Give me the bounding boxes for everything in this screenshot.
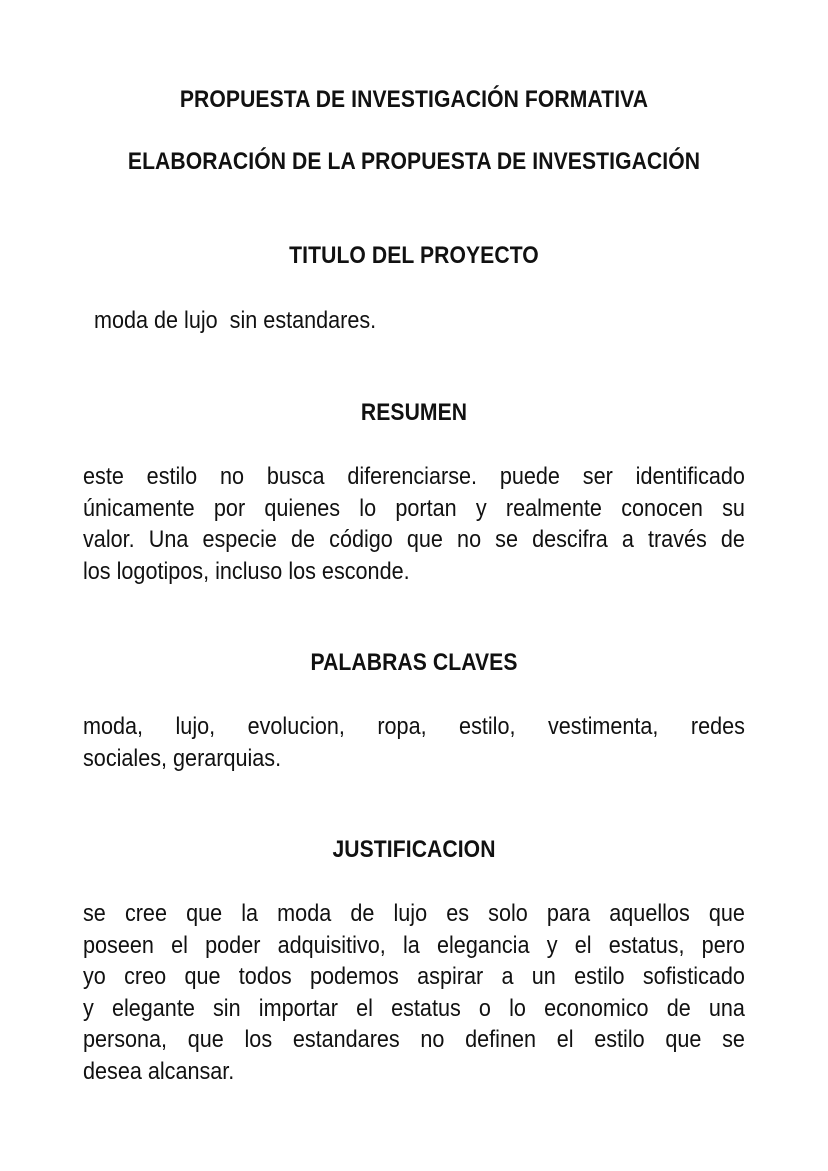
justification-line: persona, que los estandares no definen el estilo que se <box>83 1026 745 1053</box>
summary-line: únicamente por quienes lo portan y realmente conocen su <box>83 494 745 522</box>
keywords-line: sociales, gerarquias. <box>83 744 282 772</box>
keywords-paragraph <box>83 711 745 774</box>
summary-line: valor. Una especie de código que no se descifra a través de <box>83 526 745 553</box>
document-subtitle: ELABORACIÓN DE LA PROPUESTA DE INVESTIGACIÓN <box>127 148 701 175</box>
summary-line: este estilo no busca diferenciarse. puede ser identificado <box>83 463 745 490</box>
project-title-line: moda de lujo sin estandares. <box>88 307 377 334</box>
justification-heading: JUSTIFICACION <box>332 836 496 863</box>
summary-paragraph <box>83 461 745 587</box>
keywords-heading: PALABRAS CLAVES <box>310 649 518 676</box>
document-title: PROPUESTA DE INVESTIGACIÓN FORMATIVA <box>179 86 649 113</box>
keywords-line: moda, lujo, evolucion, ropa, estilo, vestimenta, redes <box>83 713 745 740</box>
justification-line: se cree que la moda de lujo es solo para aquellos que <box>83 900 745 927</box>
justification-line: poseen el poder adquisitivo, la elegancia y el estatus, pero <box>83 931 745 959</box>
justification-paragraph <box>83 898 745 1087</box>
justification-line: desea alcansar. <box>83 1057 235 1085</box>
project-title-heading: TITULO DEL PROYECTO <box>289 242 539 269</box>
justification-line: y elegante sin importar el estatus o lo economico de una <box>83 994 745 1022</box>
project-title-text <box>88 305 750 337</box>
summary-heading: RESUMEN <box>360 399 468 426</box>
justification-line: yo creo que todos podemos aspirar a un estilo sofisticado <box>83 963 745 990</box>
summary-line: los logotipos, incluso los esconde. <box>83 557 410 585</box>
